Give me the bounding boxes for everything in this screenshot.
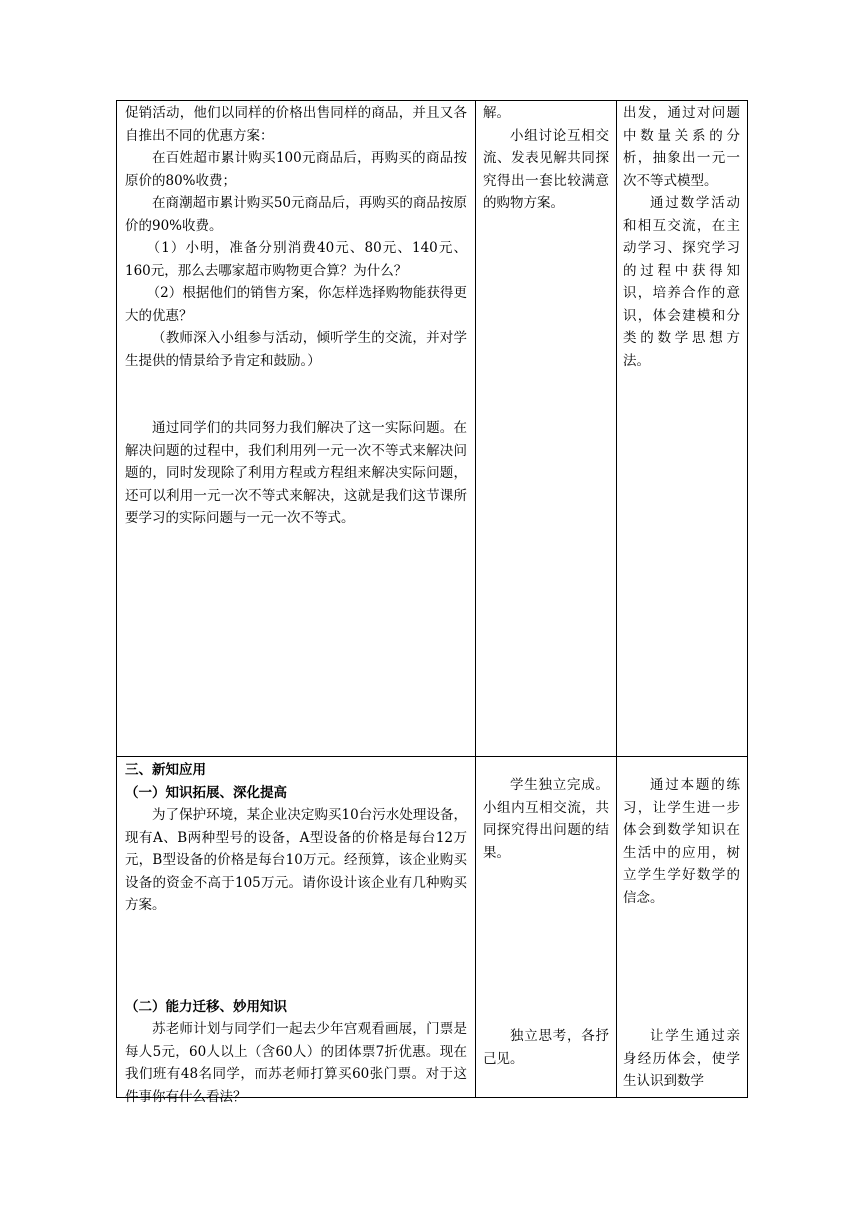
- teacher-note: （教师深入小组参与活动，倾听学生的交流，并对学生提供的情景给予肯定和鼓励。）: [125, 330, 467, 369]
- table-top-border: [116, 100, 748, 101]
- design-intent-a: [623, 774, 740, 909]
- lesson-plan-table: [116, 100, 748, 1105]
- paragraph: 小组讨论互相交流、发表见解共同探究得出一套比较满意的购物方案。: [483, 127, 609, 211]
- part1-title: （一）知识拓展、深化提高: [125, 784, 287, 801]
- row-divider: [116, 756, 748, 757]
- section-title: 三、新知应用: [125, 762, 206, 778]
- paragraph: 学生独立完成。小组内互相交流，共同探究得出问题的结果。: [483, 777, 609, 861]
- design-intent-cell: [623, 102, 740, 372]
- application-cell: [125, 759, 467, 1108]
- student-activity-b: [483, 1025, 609, 1070]
- student-activity-cell: [483, 102, 609, 215]
- paragraph: 通过本题的练习，让学生进一步体会到数学知识在生活中的应用，树立学生学好数学的信念。: [623, 777, 740, 906]
- summary-paragraph: 通过同学们的共同努力我们解决了这一实际问题。在解决问题的过程中，我们利用列一元一次不等式来解决问题的，同时发现除了利用方程或方程组来解决实际问题，还可以利用一元一次不等式来解决，这就是我们这节课所要学习的实际问题与一元一次不等式。: [125, 420, 467, 526]
- table-left-border: [116, 100, 117, 1098]
- paragraph: 促销活动，他们以同样的价格出售同样的商品，并且又各自推出不同的优惠方案：: [125, 105, 467, 144]
- paragraph: 让学生通过亲身经历体会，使学生认识到数学: [623, 1028, 740, 1089]
- question-2: （2）根据他们的销售方案，你怎样选择购物能获得更大的优惠？: [125, 285, 467, 324]
- column-divider-1: [475, 100, 476, 1098]
- paragraph: 在商潮超市累计购买50元商品后，再购买的商品按原价的90%收费。: [125, 195, 467, 234]
- design-intent-b: [623, 1025, 740, 1093]
- paragraph: 解。: [483, 105, 510, 121]
- paragraph: 独立思考，各抒己见。: [483, 1028, 609, 1067]
- column-divider-2: [616, 100, 617, 1098]
- activity-cell: [125, 102, 467, 530]
- paragraph: 通过数学活动和相互交流，在主动学习、探究学习的过程中获得知识，培养合作的意识，体会建模和分类的数学思想方法。: [623, 195, 740, 369]
- question-1: （1）小明，准备分别消费40元、80元、140元、160元，那么去哪家超市购物更合算？为什么？: [125, 240, 467, 279]
- part2-title: （二）能力迁移、妙用知识: [125, 998, 287, 1015]
- part2-text: 苏老师计划与同学们一起去少年宫观看画展，门票是每人5元，60人以上（含60人）的团体票7折优惠。现在我们班有48名同学，而苏老师打算买60张门票。对于这件事你有什么看法？: [125, 1021, 467, 1105]
- part1-text: 为了保护环境，某企业决定购买10台污水处理设备，现有A、B两种型号的设备，A型设备的价格是每台12万元，B型设备的价格是每台10万元。经预算，该企业购买设备的资金不高于105万元。请你设计该企业有几种购买方案。: [125, 807, 467, 913]
- table-right-border: [747, 100, 748, 1098]
- student-activity-a: [483, 774, 609, 864]
- paragraph: 出发，通过对问题中数量关系的分析，抽象出一元一次不等式模型。: [623, 105, 740, 189]
- paragraph: 在百姓超市累计购买100元商品后，再购买的商品按原价的80%收费；: [125, 150, 467, 189]
